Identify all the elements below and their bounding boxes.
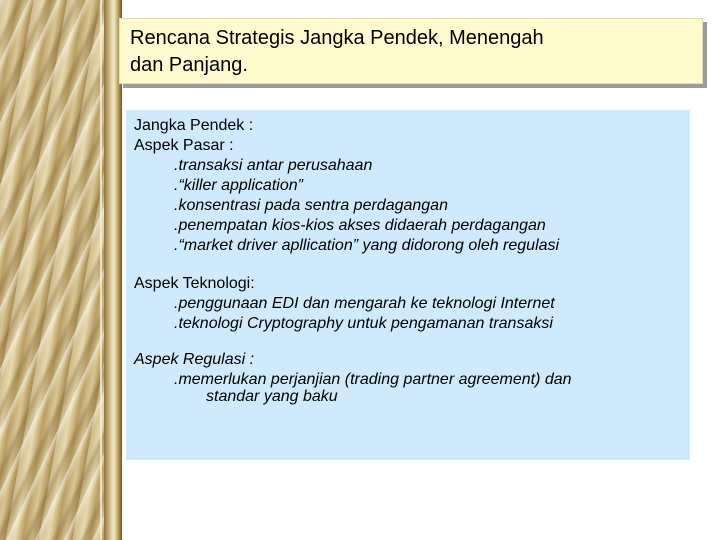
technology-aspect-label: Aspek Teknologi: xyxy=(134,275,255,292)
border-highlight-line xyxy=(100,0,102,540)
regulation-item: .memerlukan perjanjian (trading partner agreement) dan xyxy=(174,371,572,388)
slide-title-line-2: dan Panjang. xyxy=(130,54,248,76)
market-item: .transaksi antar perusahaan xyxy=(174,157,373,174)
market-item: .“killer application” xyxy=(174,177,303,194)
market-aspect-label: Aspek Pasar : xyxy=(134,137,234,154)
spacer xyxy=(134,256,682,274)
regulation-item-continued: standar yang baku xyxy=(206,388,338,405)
market-item: .penempatan kios-kios akses didaerah perdagangan xyxy=(174,217,546,234)
technology-item: .penggunaan EDI dan mengarah ke teknologi Internet xyxy=(174,295,555,312)
section-heading: Jangka Pendek : xyxy=(134,117,254,134)
market-item: .konsentrasi pada sentra perdagangan xyxy=(174,197,448,214)
decorative-marble-border xyxy=(0,0,122,540)
title-box xyxy=(119,18,703,84)
technology-item: .teknologi Cryptography untuk pengamanan transaksi xyxy=(174,315,553,332)
market-item: .“market driver apllication” yang didorong oleh regulasi xyxy=(174,237,560,254)
spacer xyxy=(134,334,682,350)
regulation-aspect-label: Aspek Regulasi : xyxy=(134,351,255,368)
slide-title-line-1: Rencana Strategis Jangka Pendek, Menengah xyxy=(130,27,544,49)
content-box xyxy=(126,110,690,460)
